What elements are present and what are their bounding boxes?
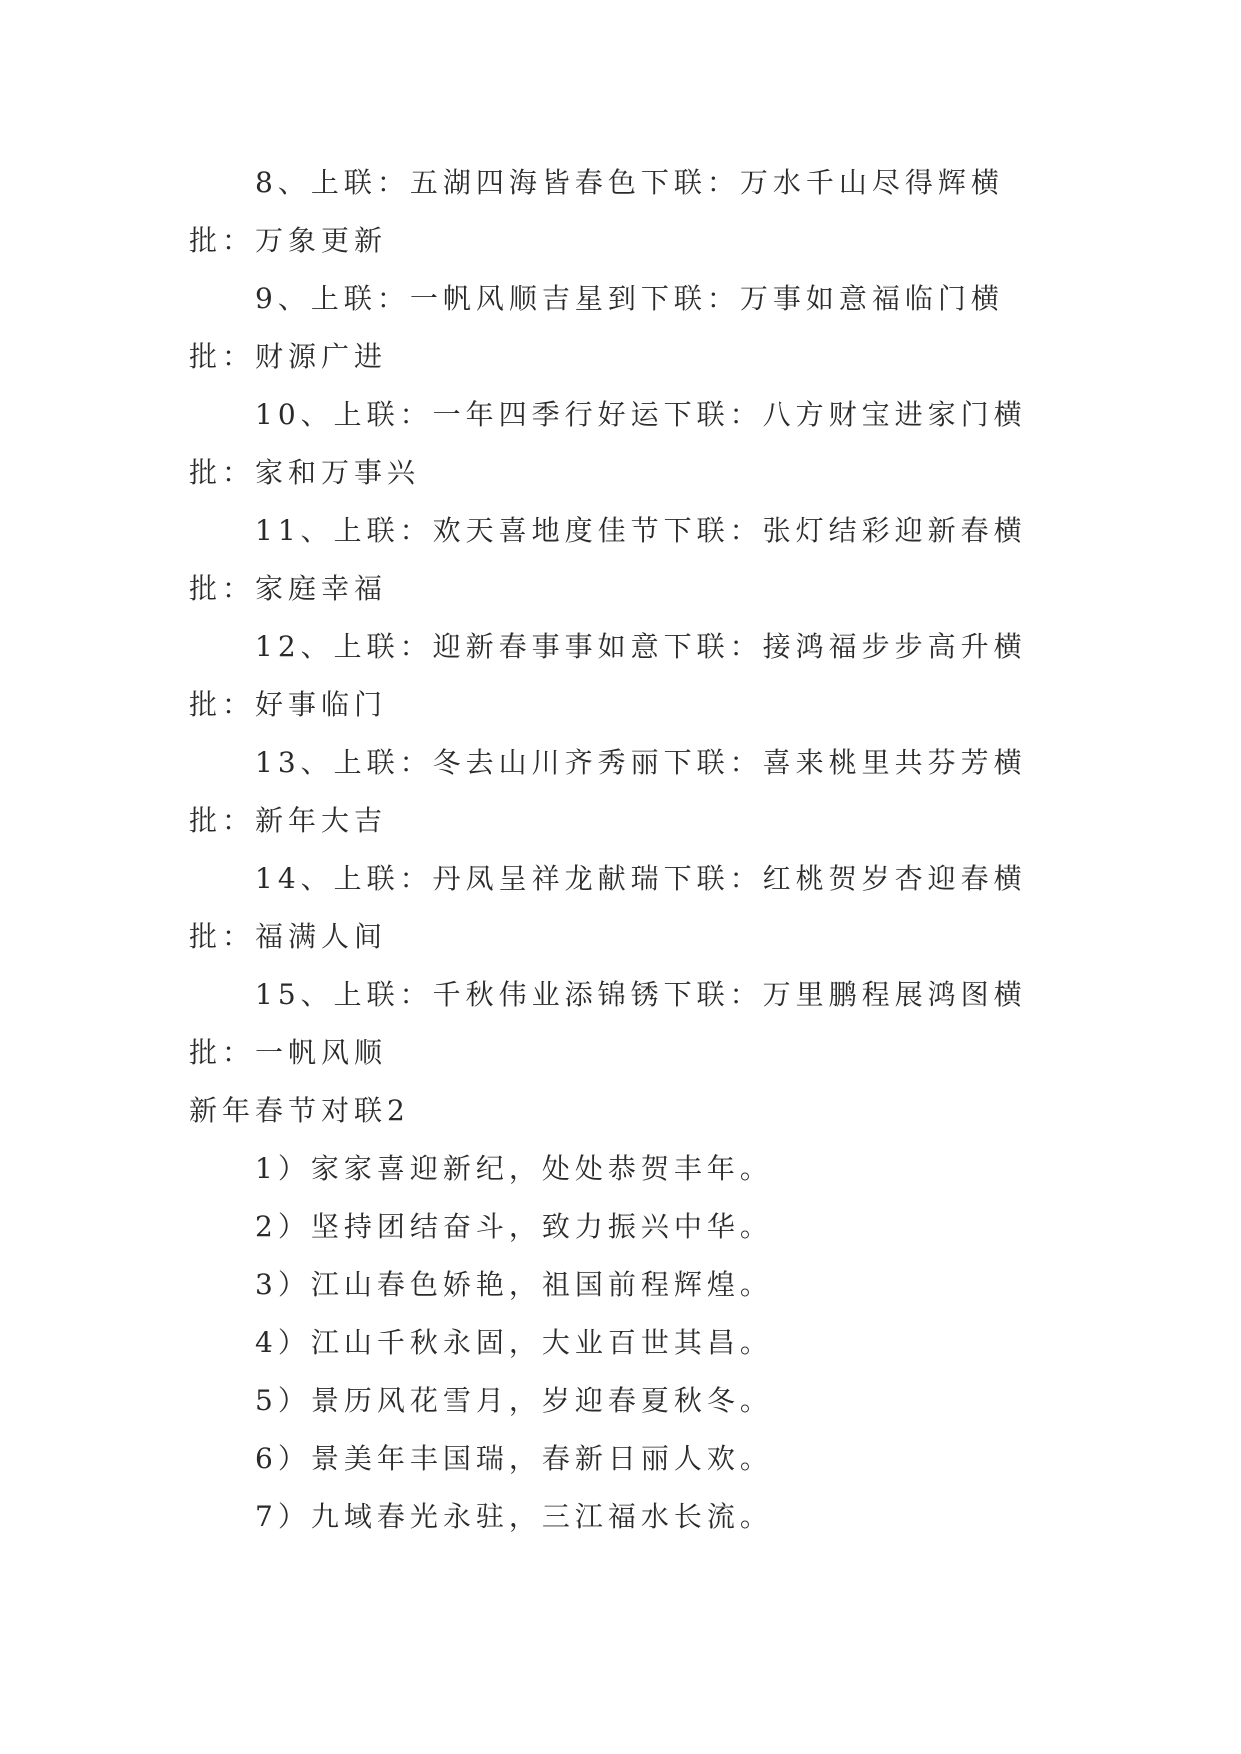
couplet-paragraph: 12、上联：迎新春事事如意下联：接鸿福步步高升横批：好事临门: [189, 630, 1027, 721]
couplet-list-item: 3）江山春色娇艳，祖国前程辉煌。: [255, 1268, 773, 1301]
couplet-paragraph: 8、上联：五湖四海皆春色下联：万水千山尽得辉横批：万象更新: [189, 166, 1004, 257]
document-body: [189, 154, 1069, 1546]
couplet-list-item: 7）九域春光永驻，三江福水长流。: [255, 1500, 773, 1533]
section-title: 新年春节对联2: [189, 1094, 410, 1127]
couplet-list-item: 1）家家喜迎新纪，处处恭贺丰年。: [255, 1152, 773, 1185]
couplet-list-item: 6）景美年丰国瑞，春新日丽人欢。: [255, 1442, 773, 1475]
couplet-paragraph: 10、上联：一年四季行好运下联：八方财宝进家门横批：家和万事兴: [189, 398, 1027, 489]
couplet-list-item: 2）坚持团结奋斗，致力振兴中华。: [255, 1210, 773, 1243]
couplet-paragraph: 11、上联：欢天喜地度佳节下联：张灯结彩迎新春横批：家庭幸福: [189, 514, 1027, 605]
couplet-list-item: 4）江山千秋永固，大业百世其昌。: [255, 1326, 773, 1359]
couplet-list-item: 5）景历风花雪月，岁迎春夏秋冬。: [255, 1384, 773, 1417]
couplet-paragraph: 14、上联：丹凤呈祥龙献瑞下联：红桃贺岁杏迎春横批：福满人间: [189, 862, 1027, 953]
couplet-paragraph: 9、上联：一帆风顺吉星到下联：万事如意福临门横批：财源广进: [189, 282, 1004, 373]
couplet-paragraph: 15、上联：千秋伟业添锦锈下联：万里鹏程展鸿图横批：一帆风顺: [189, 978, 1027, 1069]
couplet-paragraph: 13、上联：冬去山川齐秀丽下联：喜来桃里共芬芳横批：新年大吉: [189, 746, 1027, 837]
